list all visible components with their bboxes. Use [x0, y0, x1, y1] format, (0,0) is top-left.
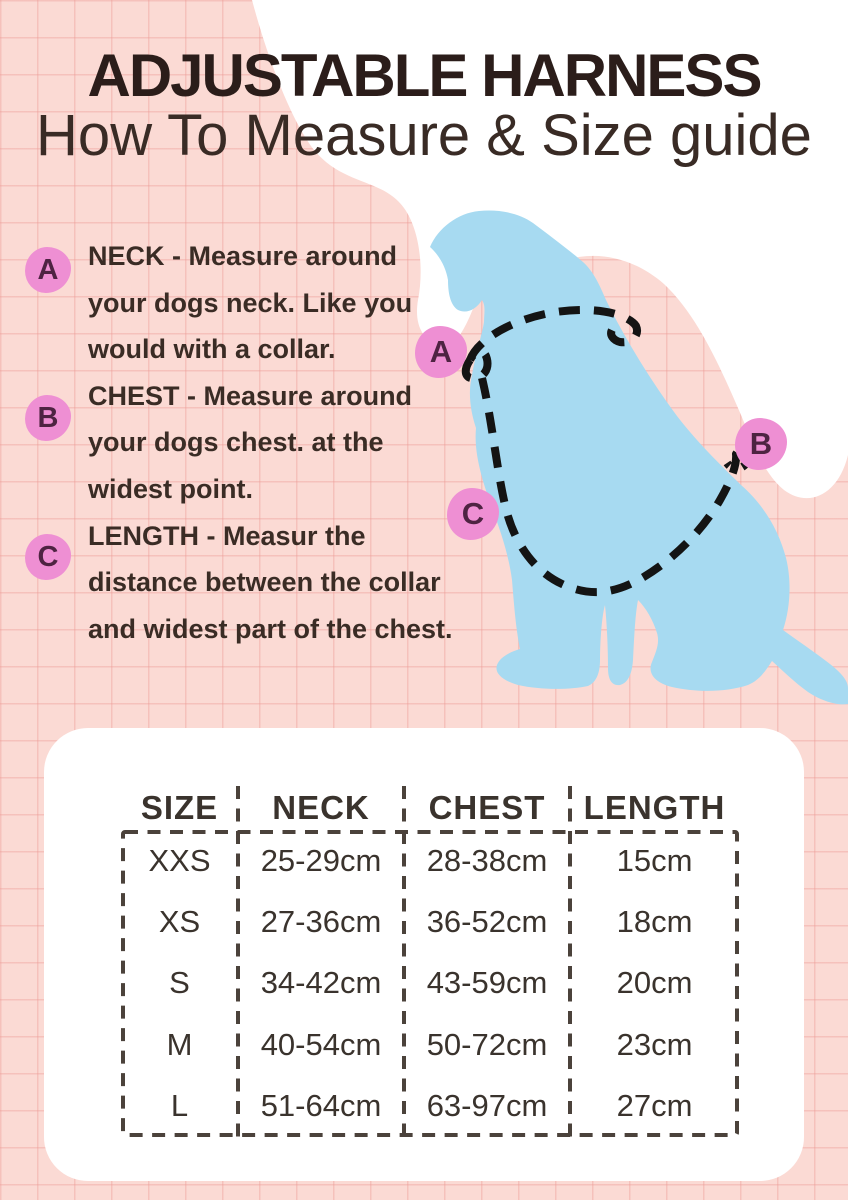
badge-b: B [25, 395, 71, 441]
col-header-neck: NECK [272, 789, 370, 826]
table-cell-neck: 40-54cm [260, 1026, 382, 1062]
page-title: ADJUSTABLE HARNESS [87, 42, 761, 109]
instruction-line: NECK - Measure around [88, 241, 398, 271]
badge-c: C [25, 534, 71, 580]
instruction-line: your dogs neck. Like you [88, 287, 413, 318]
instruction-line: CHEST - Measure around [88, 380, 413, 411]
instruction-line: distance between the collar [88, 567, 441, 598]
size-table-card [44, 728, 804, 1181]
table-cell-neck: 25-29cm [260, 842, 382, 878]
instruction-chest [88, 373, 448, 513]
table-cell-size: XS [158, 904, 201, 940]
size-table [121, 786, 739, 1137]
col-header-size: SIZE [140, 789, 219, 826]
instruction-line: and widest part of the chest. [88, 613, 453, 644]
table-cell-size: S [169, 965, 190, 1001]
table-cell-neck: 27-36cm [260, 904, 382, 940]
table-cell-length: 15cm [616, 842, 693, 878]
instruction-line: LENGTH - Measur the [88, 520, 366, 551]
table-cell-chest: 63-97cm [426, 1088, 548, 1124]
diagram-badge-c: C [447, 488, 499, 540]
table-cell-neck: 34-42cm [260, 965, 382, 1001]
table-cell-length: 23cm [616, 1026, 693, 1062]
table-cell-neck: 51-64cm [260, 1088, 382, 1124]
table-cell-size: XXS [148, 842, 211, 878]
instruction-line: would with a collar. [88, 334, 336, 365]
page-subtitle: How To Measure & Size guide [36, 103, 812, 168]
table-cell-length: 18cm [616, 904, 693, 940]
badge-a: A [25, 247, 71, 293]
table-cell-size: M [166, 1026, 193, 1062]
instruction-neck [88, 233, 448, 373]
table-cell-length: 27cm [616, 1088, 693, 1124]
diagram-badge-a: A [415, 326, 467, 378]
table-cell-chest: 36-52cm [426, 904, 548, 940]
table-cell-chest: 28-38cm [426, 842, 548, 878]
col-header-length: LENGTH [583, 789, 726, 826]
diagram-badge-b: B [735, 418, 787, 470]
table-cell-chest: 50-72cm [426, 1026, 548, 1062]
instruction-line: your dogs chest. at the [88, 427, 384, 458]
instruction-length [88, 513, 453, 653]
table-cell-chest: 43-59cm [426, 965, 548, 1001]
col-header-chest: CHEST [428, 789, 546, 826]
table-cell-length: 20cm [616, 965, 693, 1001]
measuring-instructions [88, 233, 453, 652]
table-cell-size: L [170, 1088, 189, 1124]
instruction-line: widest point. [88, 473, 253, 504]
